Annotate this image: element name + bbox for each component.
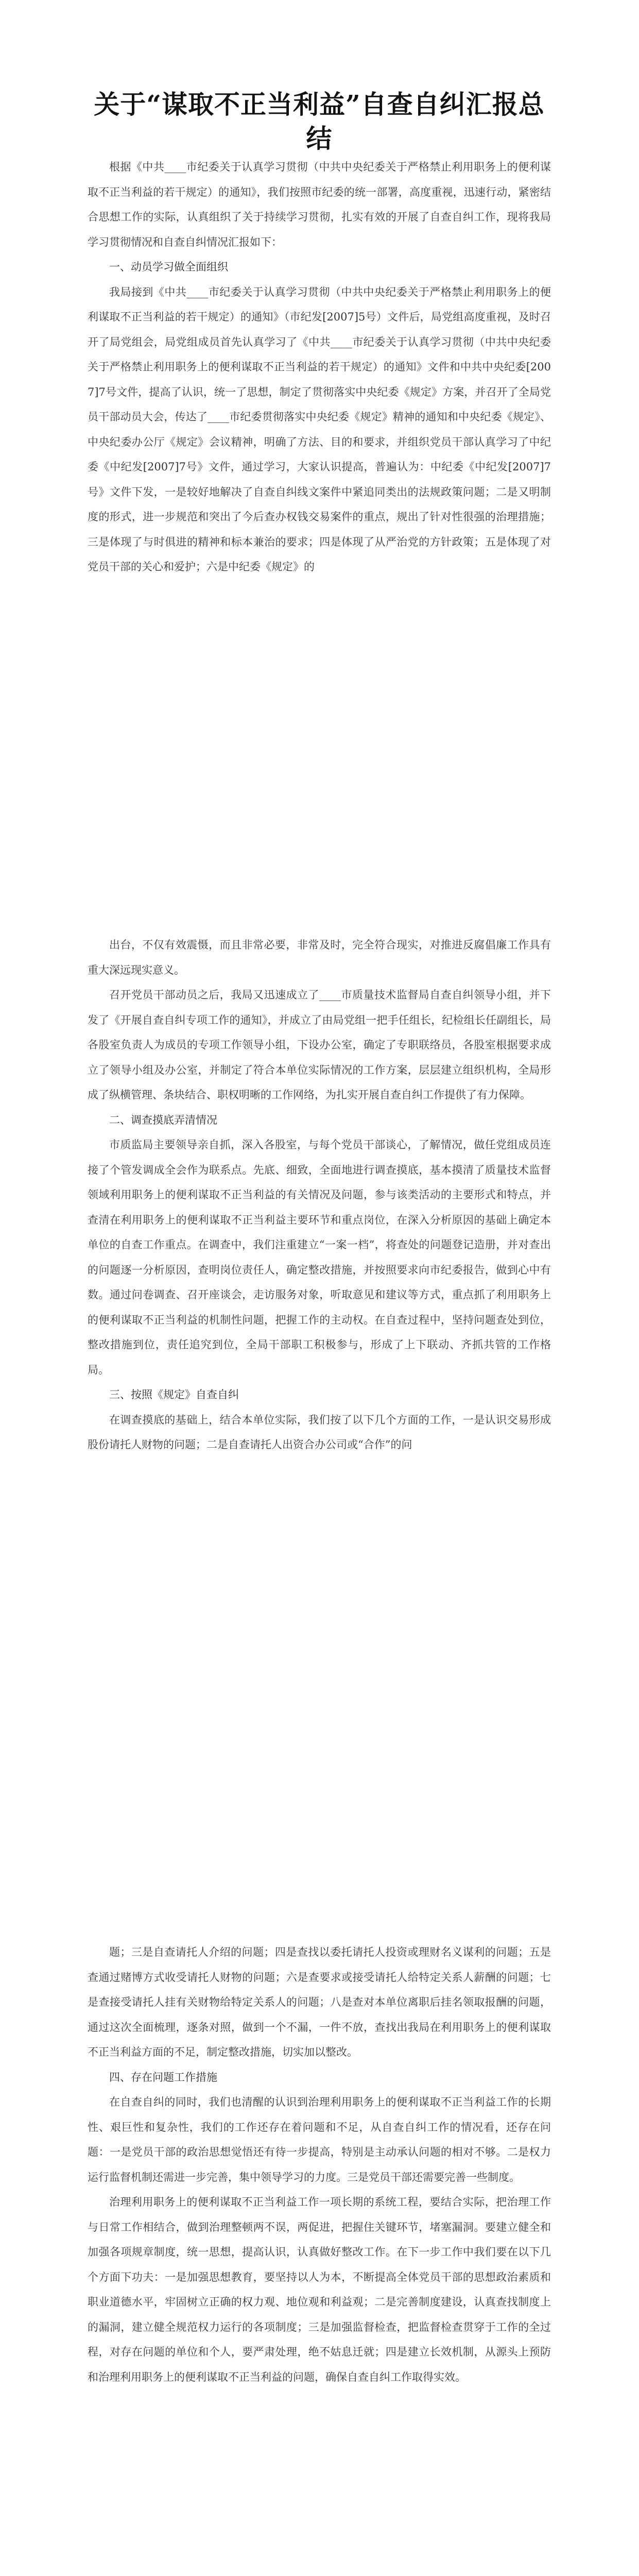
intro-paragraph: 根据《中共____市纪委关于认真学习贯彻（中共中央纪委关于严格禁止利用职务上的便利谋取不正当利益的若干规定）的通知》，我们按照市纪委的统一部署，高度重视，迅速行动，紧密结合思想工作的实际，认真组织了关于持续学习贯彻，扎实有效的开展了自查自纠工作，现将我局学习贯彻情况和自查自纠情况汇报如下： bbox=[88, 161, 551, 248]
text-block-1 bbox=[88, 155, 551, 580]
document-title: 关于“谋取不正当利益”自查自纠汇报总结 bbox=[94, 89, 545, 154]
section-heading-2: 二、调查摸底弄清情况 bbox=[109, 1113, 217, 1126]
body-paragraph: 市质监局主要领导亲自抓，深入各股室，与每个党员干部谈心，了解情况，做任党组成员连接了个管发调成全会作为联系点。先底、细致，全面地进行调查摸底，基本摸清了质量技术监督领域利用职务上的便利谋取不正当利益的有关情况及问题，参与该类活动的主要形式和特点，并查清在利用职务上的便利谋取不正当利益主要环节和重点岗位，在深入分析原因的基础上确定本单位的自查工作重点。在调查中，我们注重建立“一案一档”，将查处的问题登记造册，并对查出的问题逐一分析原因，查明岗位责任人，确定整改措施，并按照要求向市纪委报告，做到心中有数。通过问卷调查、召开座谈会，走访服务对象，听取意见和建议等方式，重点抓了利用职务上的便利谋取不正当利益的机制性问题，把握工作的主动权。在自查过程中，坚持问题查处到位，整改措施到位，责任追究到位，全局干部职工积极参与，形成了上下联动、齐抓共管的工作格局。 bbox=[88, 1139, 551, 1376]
body-paragraph: 治理利用职务上的便利谋取不正当利益工作一项长期的系统工程，要结合实际，把治理工作与日常工作相结合，做到治理整顿两不误，两促进，把握住关键环节，堵塞漏洞。要建立健全和加强各项规章制度，统一思想，提高认识，认真做好整改工作。在下一步工作中我们要在以下几个方面下功夫：一是加强思想教育，要坚持以人为本，不断提高全体党员干部的思想政治素质和职业道德水平，牢固树立正确的权力观、地位观和利益观；二是完善制度建设，认真查找制度上的漏洞，建立健全规范权力运行的各项制度；三是加强监督检查，把监督检查贯穿于工作的全过程，对存在问题的单位和个人，要严肃处理，绝不姑息迁就；四是建立长效机制，从源头上预防和治理利用职务上的便利谋取不正当利益的问题，确保自查自纠工作取得实效。 bbox=[88, 2196, 551, 2383]
body-paragraph: 在自查自纠的同时，我们也清醒的认识到治理利用职务上的便利谋取不正当利益工作的长期性、艰巨性和复杂性，我们的工作还存在着问题和不足，从自查自纠工作的情况看，还存在问题：一是党员干部的政治思想觉悟还有待一步提高，特别是主动承认问题的相对不够。二是权力运行监督机制还需进一步完善，集中领导学习的力度。三是党员干部还需要完善一些制度。 bbox=[88, 2096, 551, 2183]
body-paragraph: 出台，不仅有效震慑，而且非常必要，非常及时，完全符合现实，对推进反腐倡廉工作具有重大深远现实意义。 bbox=[88, 939, 551, 976]
body-paragraph: 题；三是自查请托人介绍的问题；四是查找以委托请托人投资或理财名义谋利的问题；五是查通过赌博方式收受请托人财物的问题；六是查要求或接受请托人给特定关系人薪酬的问题；七是查接受请托人挂有关财物给特定关系人的问题；八是查对本单位离职后挂名领取报酬的问题，通过这次全面梳理，逐条对照，做到一个不漏，一件不放，查找出我局在利用职务上的便利谋取不正当利益方面的不足，制定整改措施，切实加以整改。 bbox=[88, 1946, 551, 2058]
body-paragraph: 我局接到《中共____市纪委关于认真学习贯彻（中共中央纪委关于严格禁止利用职务上的便利谋取不正当利益的若干规定）的通知》（市纪发[2007]5号）文件后，局党组高度重视，及时召开了局党组会，局党组成员首先认真学习了《中共____市纪委关于认真学习贯彻（中共中央纪委关于严格禁止利用职务上的便利谋取不正当利益的若干规定）的通知》文件和中共中央纪委[2007]7号文件，提高了认识，统一了思想，制定了贯彻落实中央纪委《规定》方案，并召开了全局党员干部动员大会，传达了____市纪委贯彻落实中央纪委《规定》精神的通知和中央纪委《规定》、中央纪委办公厅《规定》会议精神，明确了方法、目的和要求，并组织党员干部认真学习了中纪委《中纪发[2007]7号》文件，通过学习，大家认识提高，普遍认为：中纪委《中纪发[2007]7号》文件下发，一是较好地解决了自查自纠线文案件中紧追同类出的法规政策问题；二是又明制度的形式，进一步规范和突出了今后查办权钱交易案件的重点，规出了针对性很强的治理措施；三是体现了与时俱进的精神和标本兼治的要求；四是体现了从严治党的方针政策；五是体现了对党员干部的关心和爱护；六是中纪委《规定》的 bbox=[88, 285, 551, 573]
body-paragraph: 召开党员干部动员之后，我局又迅速成立了____市质量技术监督局自查自纠领导小组，并下发了《开展自查自纠专项工作的通知》，并成立了由局党组一把手任组长，纪检组长任副组长，局各股室负责人为成员的专项工作领导小组，下设办公室，确定了专职联络员，各股室根据要求成立了领导小组及办公室，并制定了符合本单位实际情况的工作方案，层层建立组织机构，全局形成了纵横管理、条块结合、职权明晰的工作网络，为扎实开展自查自纠工作提供了有力保障。 bbox=[88, 989, 551, 1101]
text-block-2 bbox=[88, 933, 551, 1458]
section-heading-3: 三、按照《规定》自查自纠 bbox=[109, 1388, 239, 1401]
section-heading-1: 一、动员学习做全面组织 bbox=[109, 261, 228, 273]
body-paragraph: 在调查摸底的基础上，结合本单位实际，我们按了以下几个方面的工作，一是认识交易形成股份请托人财物的问题；二是自查请托人出资合办公司或“合作”的问 bbox=[88, 1413, 551, 1451]
text-block-3 bbox=[88, 1940, 551, 2389]
section-heading-4: 四、存在问题工作措施 bbox=[109, 2071, 217, 2083]
